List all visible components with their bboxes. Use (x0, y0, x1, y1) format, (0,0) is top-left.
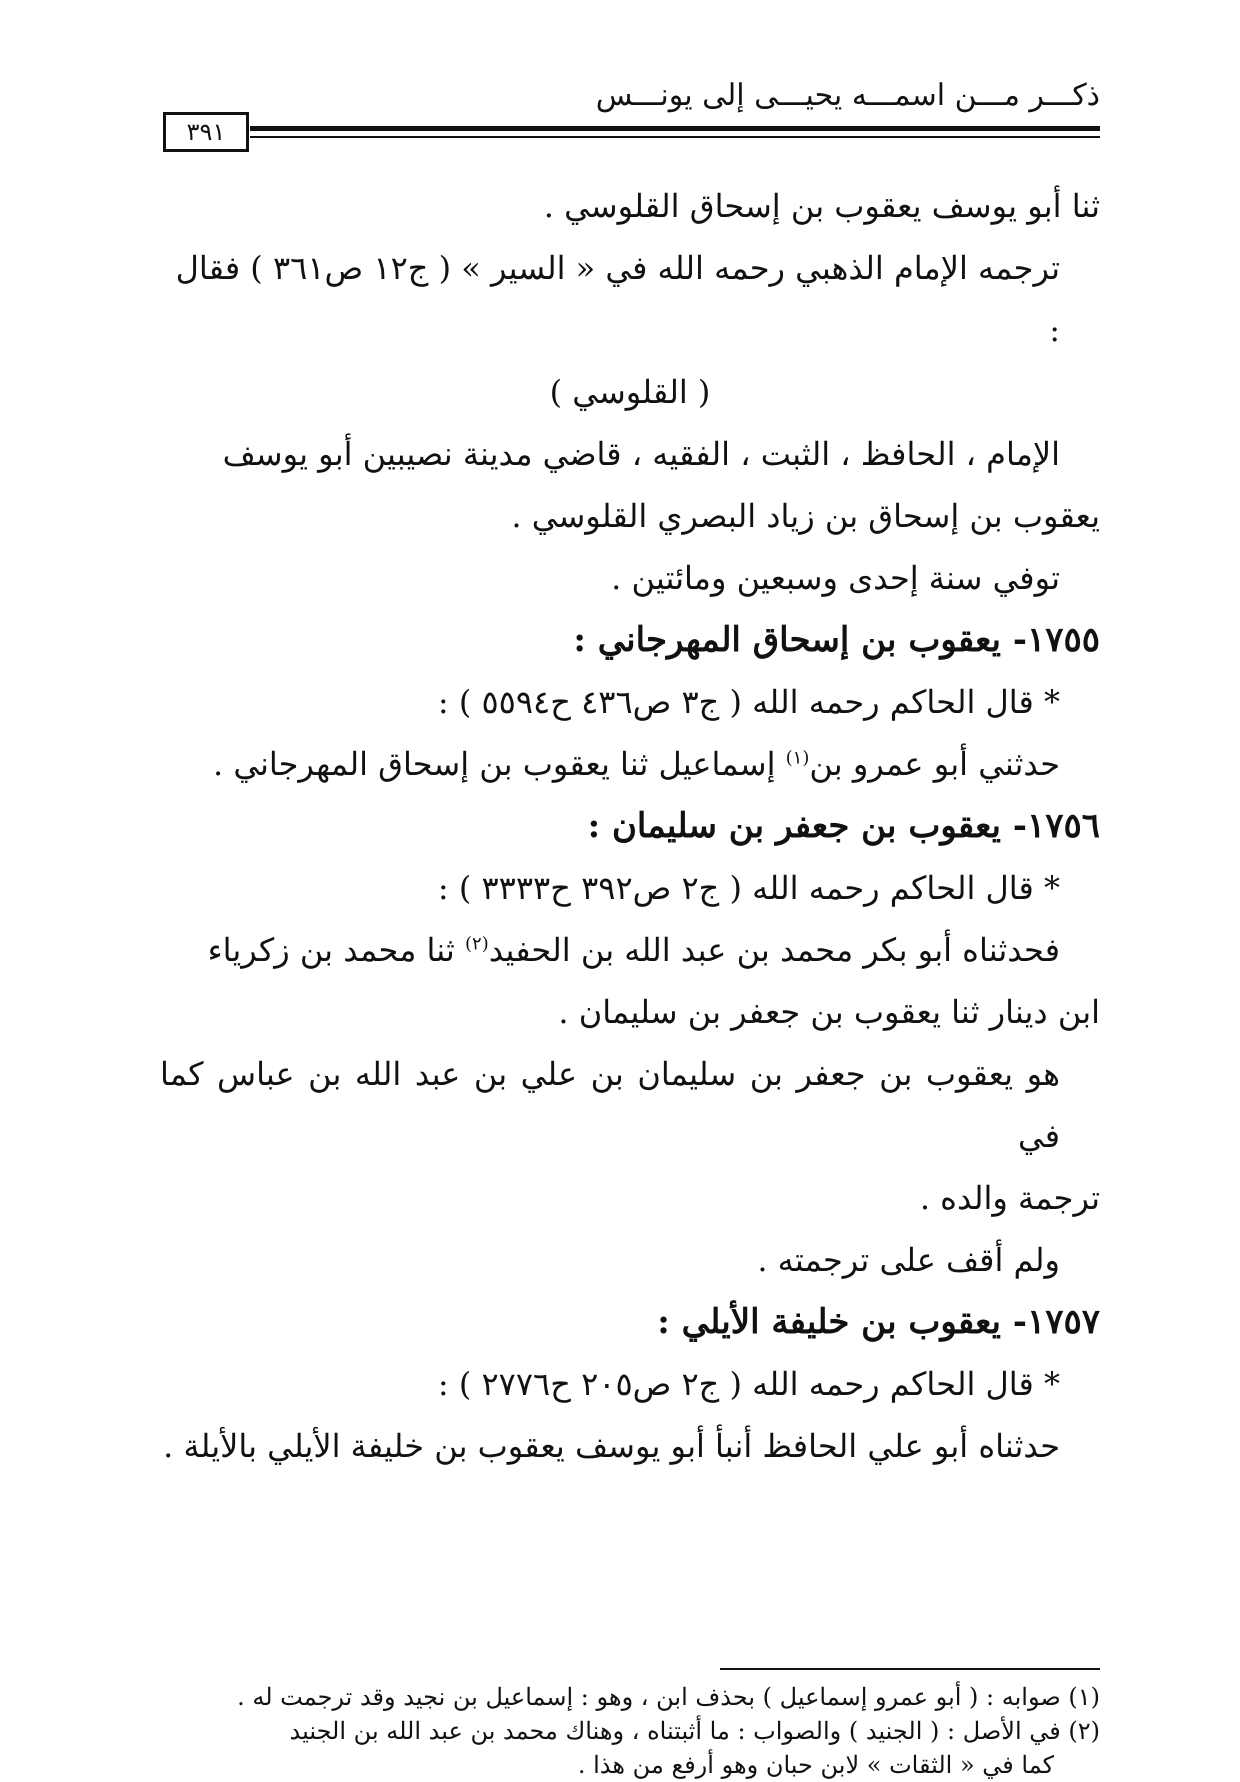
page-number: ٣٩١ (163, 112, 249, 152)
footnote-1: (١) صوابه : ( أبو عمرو إسماعيل ) بحذف ابن ، وهو : إسماعيل بن نجيد وقد ترجمت له . (237, 1683, 1100, 1711)
main-text (160, 175, 1100, 1477)
text-line: ترجمه الإمام الذهبي رحمه الله في « السير » ( ج١٢ ص٣٦١ ) فقال : (175, 249, 1060, 349)
text-line (160, 733, 1100, 795)
footnote-ref-1: (١) (785, 747, 810, 769)
entry-heading-1756: ١٧٥٦- يعقوب بن جعفر بن سليمان : (587, 806, 1100, 846)
text-line: ابن دينار ثنا يعقوب بن جعفر بن سليمان . (558, 993, 1100, 1031)
entry-heading-1757: ١٧٥٧- يعقوب بن خليفة الأيلي : (657, 1302, 1100, 1342)
text-line: * قال الحاكم رحمه الله ( ج٢ ص٢٠٥ ح٢٧٧٦ ) : (437, 1365, 1060, 1403)
text-segment: حدثني أبو عمرو بن (809, 745, 1060, 783)
footnote-2: (٢) في الأصل : ( الجنيد ) والصواب : ما أثبتناه ، وهناك محمد بن عبد الله بن الجنيد (289, 1717, 1100, 1745)
text-line: هو يعقوب بن جعفر بن سليمان بن علي بن عبد الله بن عباس كما في (160, 1055, 1061, 1155)
text-line: الإمام ، الحافظ ، الثبت ، الفقيه ، قاضي مدينة نصيبين أبو يوسف (222, 435, 1060, 473)
text-line: يعقوب بن إسحاق بن زياد البصري القلوسي . (511, 497, 1100, 535)
text-line: ولم أقف على ترجمته . (757, 1241, 1060, 1279)
footnote-2-continued: كما في « الثقات » لابن حبان وهو أرفع من هذا . (577, 1751, 1054, 1779)
text-line: ثنا أبو يوسف يعقوب بن إسحاق القلوسي . (543, 187, 1100, 225)
text-segment: فحدثناه أبو بكر محمد بن عبد الله بن الحفيد (488, 931, 1060, 969)
text-line: * قال الحاكم رحمه الله ( ج٢ ص٣٩٢ ح٣٣٣٣ ) : (437, 869, 1060, 907)
footnotes (160, 1680, 1100, 1782)
section-subtitle: ( القلوسي ) (549, 373, 711, 411)
footnote-separator (720, 1668, 1100, 1670)
footnote-ref-2: (٢) (465, 933, 489, 955)
text-segment: ثنا محمد بن زكرياء (207, 931, 465, 969)
entry-heading-1755: ١٧٥٥- يعقوب بن إسحاق المهرجاني : (573, 620, 1100, 660)
running-header: ذكـــر مـــن اسمـــه يحيـــى إلى يونـــس (595, 78, 1100, 113)
text-line: ترجمة والده . (919, 1179, 1100, 1217)
text-line: حدثناه أبو علي الحافظ أنبأ أبو يوسف يعقوب بن خليفة الأيلي بالأيلة . (163, 1427, 1060, 1465)
header-rule-thin (250, 136, 1100, 138)
text-line: توفي سنة إحدى وسبعين ومائتين . (611, 559, 1060, 597)
header-rule (250, 126, 1100, 131)
text-segment: إسماعيل ثنا يعقوب بن إسحاق المهرجاني . (212, 745, 786, 783)
text-line: * قال الحاكم رحمه الله ( ج٣ ص٤٣٦ ح٥٥٩٤ ) : (437, 683, 1060, 721)
text-line (160, 919, 1100, 981)
